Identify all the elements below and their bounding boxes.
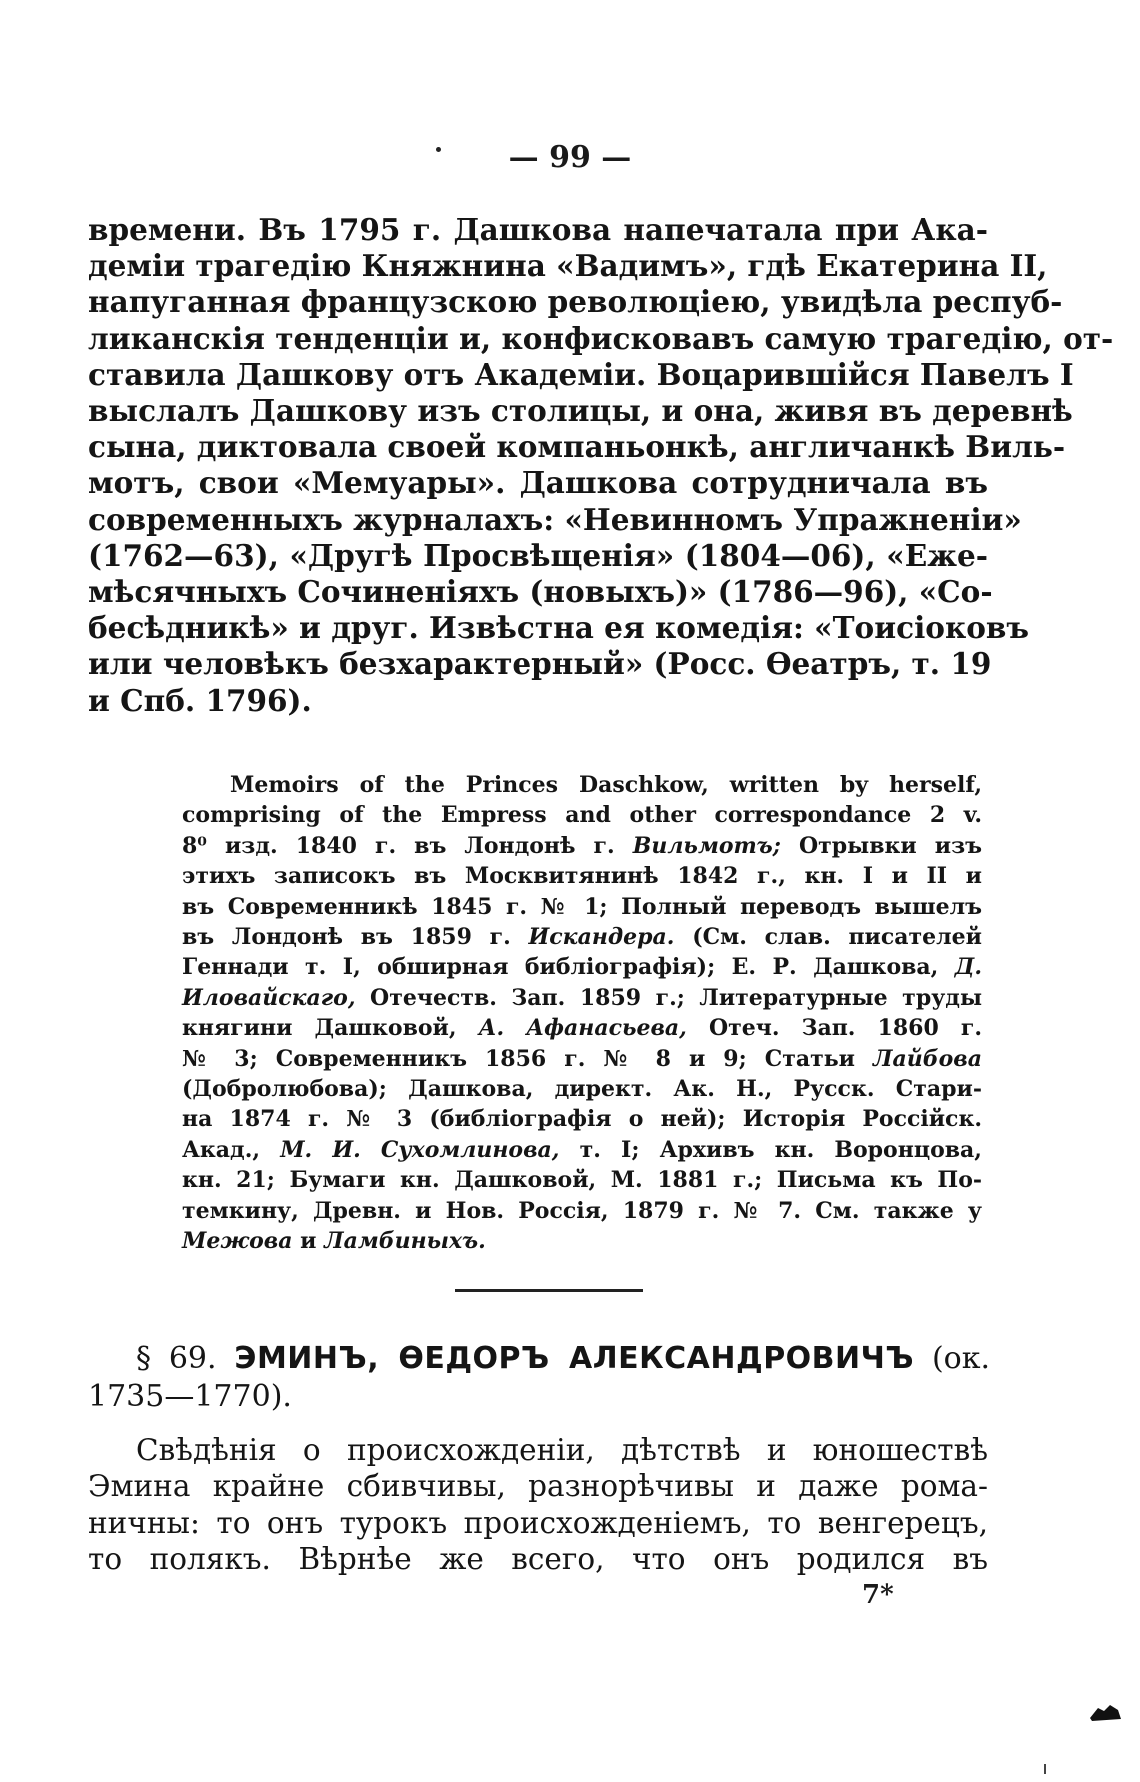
- reference-author: Вильмотъ;: [632, 832, 781, 859]
- section-dates-close: 1735—1770).: [88, 1379, 292, 1414]
- reference-author: Иловайскаго,: [182, 984, 356, 1011]
- reference-text: княгини Дашковой,: [182, 1015, 457, 1042]
- reference-line: [182, 922, 982, 952]
- text-line: мѣсячныхъ Сочиненіяхъ (новыхъ)» (1786—96), «Со-: [88, 574, 993, 610]
- reference-author: А. Афанасьева,: [478, 1015, 687, 1042]
- reference-text: въ Лондонѣ въ 1859 г.: [182, 924, 511, 951]
- reference-author: Д.: [954, 954, 982, 981]
- section-number: § 69.: [136, 1341, 217, 1376]
- reference-line: [182, 983, 982, 1013]
- section-dates-open: (ок.: [931, 1341, 991, 1376]
- reference-text: (См. слав. писателей: [692, 924, 982, 951]
- text-line: Эмина крайне сбивчивы, разнорѣчивы и даже рома-: [88, 1469, 988, 1504]
- heading-line: [136, 1340, 990, 1378]
- margin-mark: [1044, 1764, 1046, 1774]
- text-line: ничны: то онъ турокъ происхожденіемъ, то венгерецъ,: [88, 1505, 988, 1540]
- reference-text: т. I; Архивъ кн. Воронцова,: [579, 1136, 982, 1163]
- reference-line: (Добролюбова); Дашкова, директ. Ак. Н., Русск. Стари-: [182, 1076, 982, 1103]
- text-line: то полякъ. Вѣрнѣе же всего, что онъ родился въ: [88, 1542, 988, 1577]
- text-line: и Спб. 1796).: [88, 682, 312, 718]
- text-line: Свѣдѣнія о происхожденіи, дѣтствѣ и юношествѣ: [136, 1433, 988, 1467]
- reference-text: Отечеств. Зап. 1859 г.; Литературные труды: [370, 984, 982, 1011]
- text-line: сына, диктовала своей компаньонкѣ, англичанкѣ Виль-: [88, 429, 1066, 465]
- text-line: современныхъ журналахъ: «Невинномъ Упражненіи»: [88, 501, 1022, 537]
- text-line: ставила Дашкову отъ Академіи. Воцарившійся Павелъ I: [88, 356, 1074, 392]
- text-line: напуганная французскою революціею, увидѣла респуб-: [88, 284, 1063, 320]
- signature-mark: 7*: [862, 1580, 894, 1610]
- text-line: бесѣдникѣ» и друг. Извѣстна ея комедія: «Тоисіоковъ: [88, 610, 1030, 646]
- reference-text: Отеч. Зап. 1860 г.: [708, 1015, 982, 1042]
- reference-author: М. И. Сухомлинова,: [280, 1136, 560, 1163]
- text-line: ликанскія тенденціи и, конфисковавъ самую трагедію, от-: [88, 320, 1114, 356]
- section-name: ЭМИНЪ, ӨЕДОРЪ АЛЕКСАНДРОВИЧЪ: [234, 1341, 915, 1376]
- reference-author: Ламбиныхъ.: [324, 1228, 486, 1255]
- reference-line: темкину, Древн. и Нов. Россія, 1879 г. № 7. См. также у: [182, 1197, 982, 1224]
- reference-line: [182, 1044, 982, 1074]
- reference-text: 8⁰ изд. 1840 г. въ Лондонѣ г.: [182, 832, 615, 859]
- main-paragraph: [88, 212, 1114, 719]
- section-divider: [455, 1289, 643, 1292]
- reference-line: comprising of the Empress and other correspondance 2 v.: [182, 802, 982, 829]
- reference-text: № 3; Современникъ 1856 г. № 8 и 9; Статьи: [182, 1045, 855, 1072]
- reference-text: Геннади т. I, обширная библіографія); Е. Р. Дашкова,: [182, 954, 939, 981]
- reference-line: этихъ записокъ въ Москвитянинѣ 1842 г., кн. I и II и: [182, 863, 982, 890]
- reference-author: Межова: [182, 1228, 293, 1255]
- reference-line: кн. 21; Бумаги кн. Дашковой, М. 1881 г.; Письма къ По-: [182, 1167, 982, 1194]
- reference-line: [182, 1013, 982, 1043]
- reference-line: въ Современникѣ 1845 г. № 1; Полный переводъ вышелъ: [182, 893, 982, 920]
- text-line: выслалъ Дашкову изъ столицы, и она, живя въ деревнѣ: [88, 393, 1073, 429]
- reference-line: [182, 1135, 982, 1165]
- ink-blot-icon: [1088, 1702, 1122, 1722]
- section-heading: [88, 1340, 991, 1416]
- reference-text: Акад.,: [182, 1136, 261, 1163]
- bibliography-block: [182, 770, 982, 1257]
- reference-author: Искандера.: [528, 924, 675, 951]
- page-number: — 99 —: [508, 140, 632, 175]
- reference-line: [182, 1226, 982, 1256]
- reference-text: Отрывки изъ: [798, 832, 982, 859]
- reference-line: [182, 952, 982, 982]
- text-line: (1762—63), «Другѣ Просвѣщенія» (1804—06), «Еже-: [88, 537, 988, 573]
- reference-line: на 1874 г. № 3 (библіографія о ней); Исторія Россійск.: [182, 1106, 982, 1133]
- reference-text: и: [300, 1228, 317, 1255]
- reference-line: Memoirs of the Princes Daschkow, written by herself,: [230, 772, 982, 798]
- reference-author: Лайбова: [873, 1045, 982, 1072]
- section-paragraph: [88, 1432, 988, 1578]
- text-line: деміи трагедію Княжнина «Вадимъ», гдѣ Екатерина II,: [88, 248, 1048, 284]
- text-line: мотъ, свои «Мемуары». Дашкова сотрудничала въ: [88, 465, 988, 501]
- text-line: или человѣкъ безхарактерный» (Росс. Өеатръ, т. 19: [88, 646, 992, 682]
- reference-line: [182, 831, 982, 861]
- text-line: времени. Въ 1795 г. Дашкова напечатала при Ака-: [88, 212, 988, 247]
